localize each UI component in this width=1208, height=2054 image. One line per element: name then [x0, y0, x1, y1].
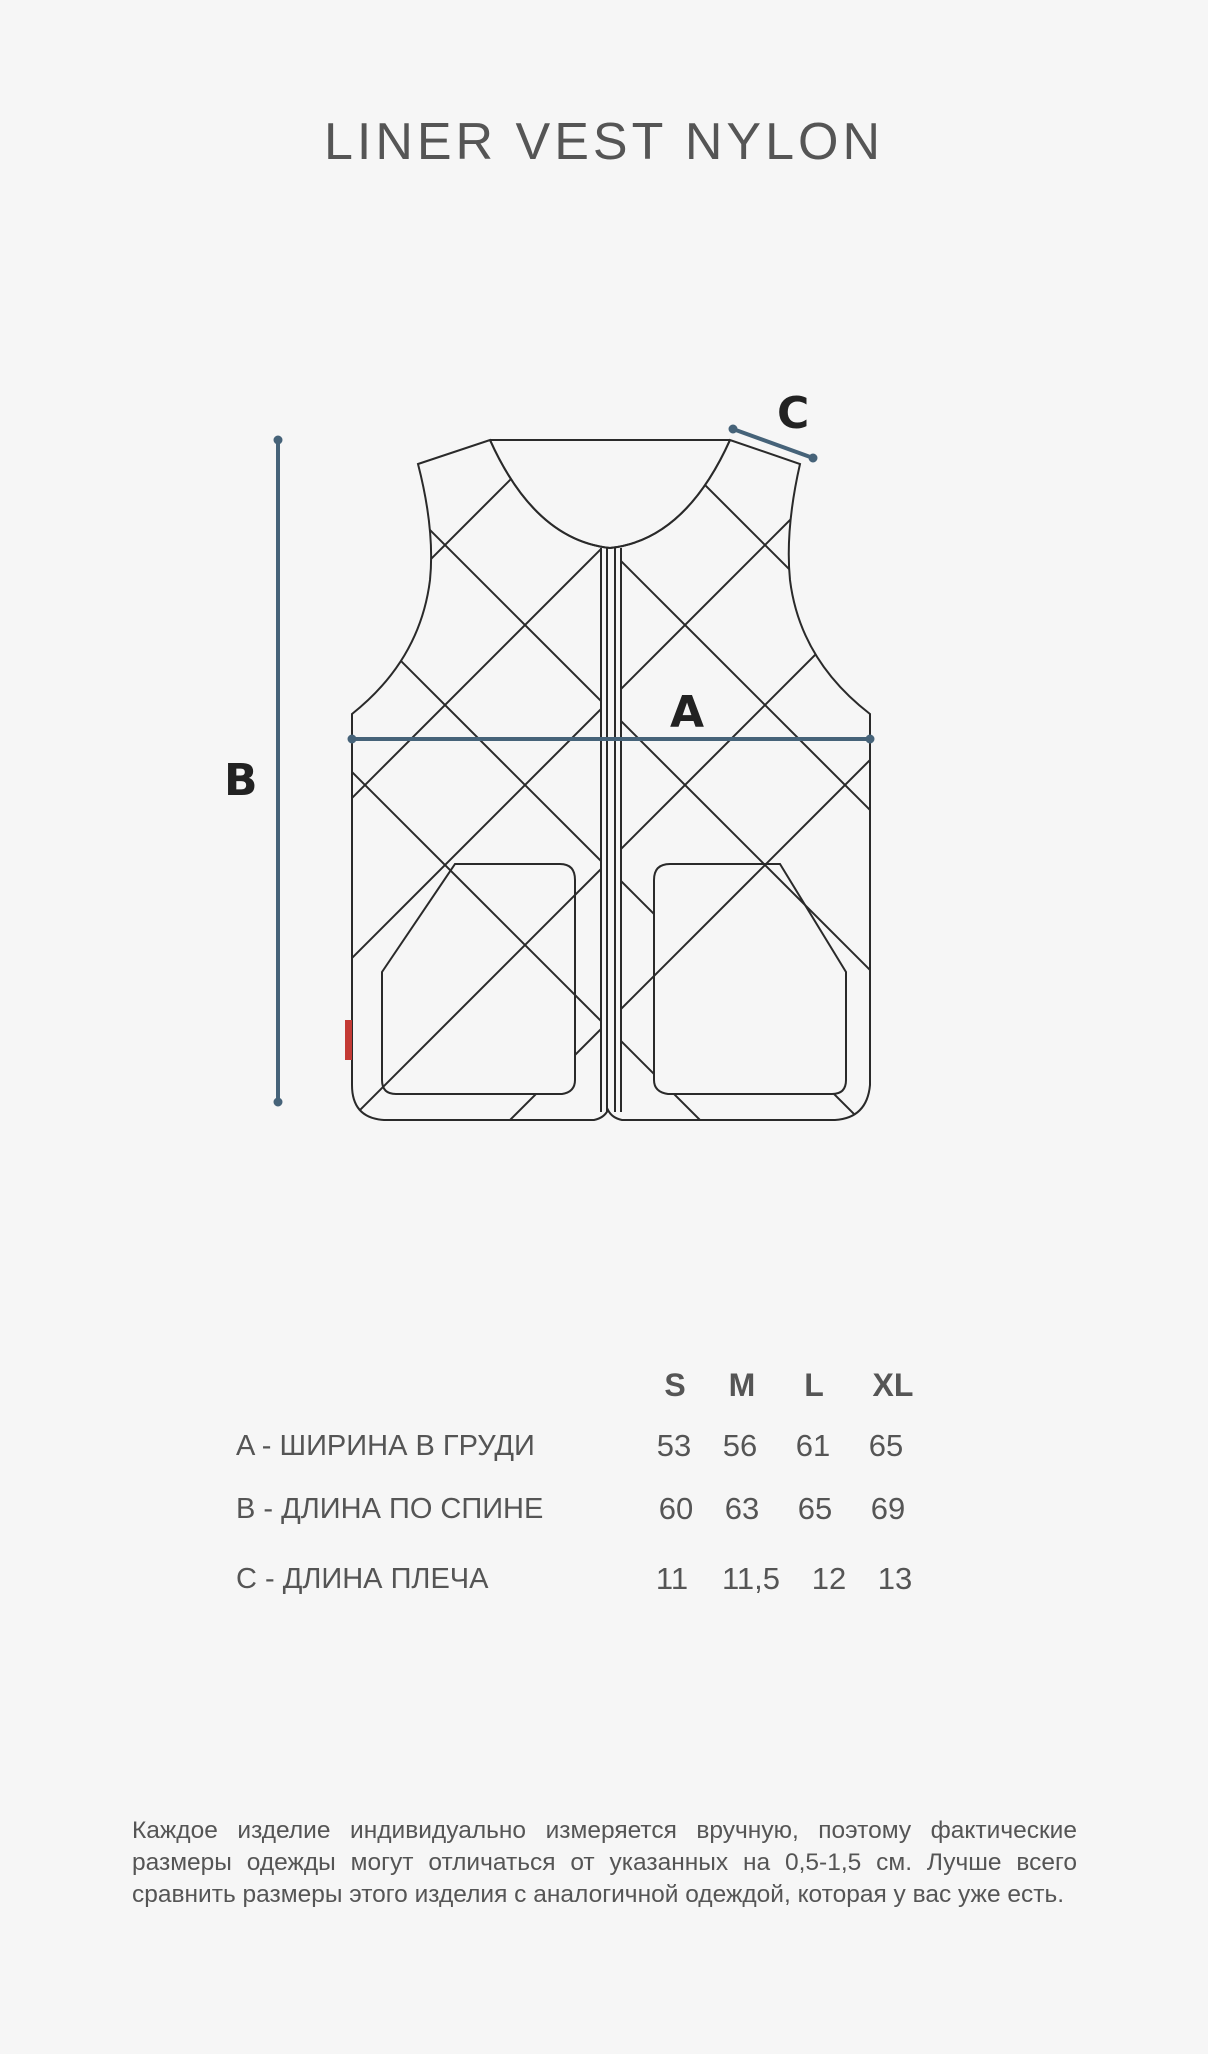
table-cell: 69	[870, 1491, 906, 1526]
table-cell: 61	[795, 1428, 831, 1463]
table-cell: 65	[868, 1428, 904, 1463]
table-cell: 56	[722, 1428, 758, 1463]
dimension-c-label: C	[777, 388, 810, 439]
table-cell: 11,5	[721, 1561, 781, 1596]
pocket-right	[654, 864, 846, 1094]
table-cell: 65	[797, 1491, 833, 1526]
table-cell: 63	[724, 1491, 760, 1526]
row-label-a: A - ШИРИНА В ГРУДИ	[236, 1430, 535, 1462]
table-cell: 60	[658, 1491, 694, 1526]
row-label-c: C - ДЛИНА ПЛЕЧА	[236, 1563, 489, 1595]
size-header-xl: XL	[872, 1367, 914, 1403]
size-header-m: M	[728, 1367, 756, 1403]
size-header-s: S	[664, 1367, 686, 1403]
table-cell: 11	[655, 1561, 689, 1596]
brand-tag	[345, 1020, 352, 1060]
dimension-a-label: A	[670, 687, 705, 738]
row-label-b: B - ДЛИНА ПО СПИНЕ	[236, 1493, 544, 1525]
page-title: LINER VEST NYLON	[323, 113, 885, 171]
dimension-b-label: B	[224, 755, 258, 806]
table-cell: 53	[656, 1428, 692, 1463]
measurement-note: Каждое изделие индивидуально измеряется вручную, поэтому фактические размеры одежды могут отличаться от указанных на 0,5-1,5 см. Лучше всего сравнить размеры этого изделия с аналогичной одеждой, которая у вас уже есть.	[132, 1817, 1077, 1908]
size-header-l: L	[804, 1367, 824, 1403]
table-cell: 13	[877, 1561, 913, 1596]
table-cell: 12	[811, 1561, 847, 1596]
dimension-b	[274, 436, 282, 1106]
